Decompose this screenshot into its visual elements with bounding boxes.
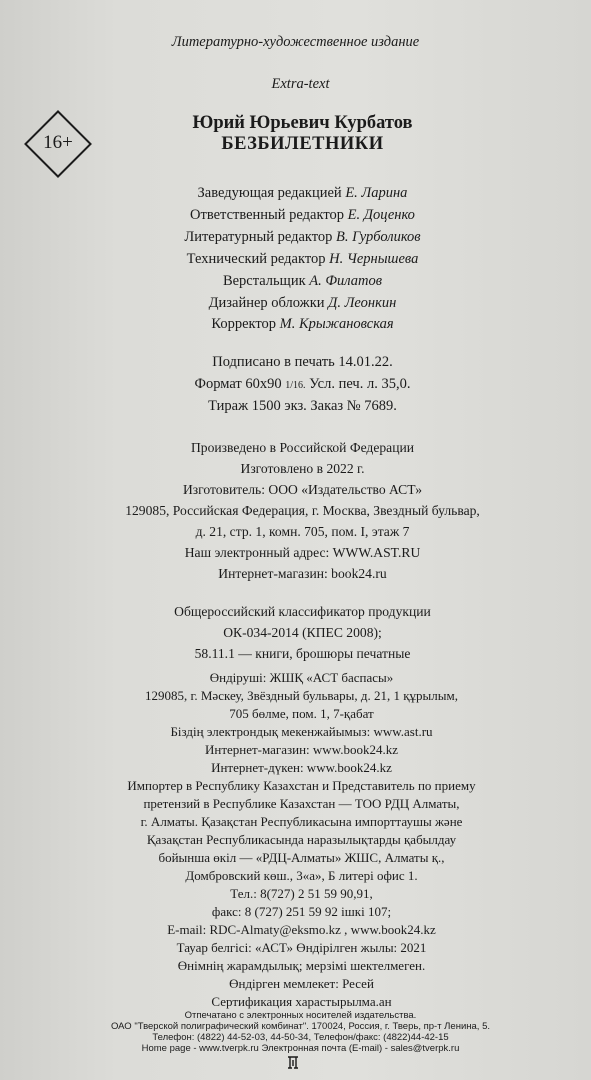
imprint-label: Extra-text bbox=[271, 76, 330, 92]
classifier-line: ОК-034-2014 (КПЕС 2008); bbox=[223, 625, 382, 640]
classifier-line: Общероссийский классификатор продукции bbox=[174, 604, 431, 619]
staff-line: Верстальщик А. Филатов bbox=[222, 273, 383, 289]
staff-line: Литературный редактор В. Гурболиков bbox=[184, 229, 421, 245]
age-rating-text: 16+ bbox=[43, 132, 73, 153]
printer-logo-icon bbox=[285, 1055, 301, 1071]
printer-line: Home page - www.tverpk.ru Электронная почта (E-mail) - sales@tverpk.ru bbox=[141, 1043, 460, 1054]
printer-line: Отпечатано с электронных носителей издательства. bbox=[184, 1010, 417, 1021]
kz-line: бойынша өкіл — «РДЦ-Алматы» ЖШС, Алматы қ., bbox=[158, 850, 445, 865]
production-line: Наш электронный адрес: WWW.AST.RU bbox=[184, 545, 421, 560]
production-line: Интернет-магазин: book24.ru bbox=[218, 566, 387, 581]
staff-line: Ответственный редактор Е. Доценко bbox=[190, 207, 415, 223]
book-title: БЕЗБИЛЕТНИКИ bbox=[221, 134, 384, 154]
print-run: Тираж 1500 экз. Заказ № 7689. bbox=[208, 398, 397, 414]
kz-line: г. Алматы. Қазақстан Республикасына импорттаушы және bbox=[140, 814, 463, 829]
kz-line: E-mail: RDC-Almaty@eksmo.kz , www.book24.kz bbox=[167, 922, 436, 937]
production-line: 129085, Российская Федерация, г. Москва, Звездный бульвар, bbox=[125, 503, 480, 518]
signed-to-print: Подписано в печать 14.01.22. bbox=[212, 354, 393, 370]
format-line: Формат 60x90 1/16. Усл. печ. л. 35,0. bbox=[194, 376, 411, 392]
production-line: Изготовитель: ООО «Издательство АСТ» bbox=[182, 482, 423, 497]
kz-line: Біздің электрондық мекенжайымыз: www.ast.ru bbox=[170, 724, 433, 739]
kz-line: Сертификация харастырылма.ан bbox=[211, 994, 392, 1009]
kz-line: Қазақстан Республикасында наразылықтарды қабылдау bbox=[146, 832, 457, 847]
kz-line: Интернет-дүкен: www.book24.kz bbox=[211, 760, 392, 775]
kz-line: факс: 8 (727) 251 59 92 ішкі 107; bbox=[211, 904, 392, 919]
kz-line: 129085, г. Мәскеу, Звёздный бульвары, д. 21, 1 құрылым, bbox=[145, 688, 458, 703]
staff-line: Заведующая редакцией Е. Ларина bbox=[197, 185, 408, 201]
kz-line: Өнімнің жарамдылық; мерзімі шектелмеген. bbox=[177, 958, 426, 973]
staff-line: Технический редактор Н. Чернышева bbox=[186, 251, 419, 267]
series-label: Литературно-художественное издание bbox=[171, 34, 420, 50]
printer-line: ОАО "Тверской полиграфический комбинат". 170024, Россия, г. Тверь, пр-т Ленина, 5. bbox=[110, 1021, 490, 1032]
kz-line: 705 бөлме, пом. 1, 7-қабат bbox=[229, 706, 374, 721]
classifier-line: 58.11.1 — книги, брошюры печатные bbox=[194, 646, 411, 661]
kz-line: Тауар белгісі: «АСТ» Өндірілген жылы: 2021 bbox=[176, 940, 427, 955]
kz-line: Өндіруші: ЖШҚ «АСТ баспасы» bbox=[209, 670, 394, 685]
kz-line: Домбровский көш., 3«а», Б литері офис 1. bbox=[185, 868, 418, 883]
staff-line: Дизайнер обложки Д. Леонкин bbox=[208, 295, 397, 311]
production-line: Произведено в Российской Федерации bbox=[190, 440, 415, 455]
author-name: Юрий Юрьевич Курбатов bbox=[192, 113, 413, 133]
staff-line: Корректор М. Крыжановская bbox=[211, 316, 394, 332]
kz-line: Өндірген мемлекет: Ресей bbox=[229, 976, 374, 991]
kz-line: Тел.: 8(727) 2 51 59 90,91, bbox=[230, 886, 373, 901]
production-line: Изготовлено в 2022 г. bbox=[240, 461, 365, 476]
kz-line: претензий в Республике Казахстан — ТОО РДЦ Алматы, bbox=[143, 796, 460, 811]
kz-line: Интернет-магазин: www.book24.kz bbox=[204, 742, 399, 757]
printer-line: Телефон: (4822) 44-52-03, 44-50-34, Телефон/факс: (4822)44-42-15 bbox=[152, 1032, 449, 1043]
kz-line: Импортер в Республику Казахстан и Представитель по приему bbox=[127, 778, 476, 793]
production-line: д. 21, стр. 1, комн. 705, пом. I, этаж 7 bbox=[195, 524, 410, 539]
